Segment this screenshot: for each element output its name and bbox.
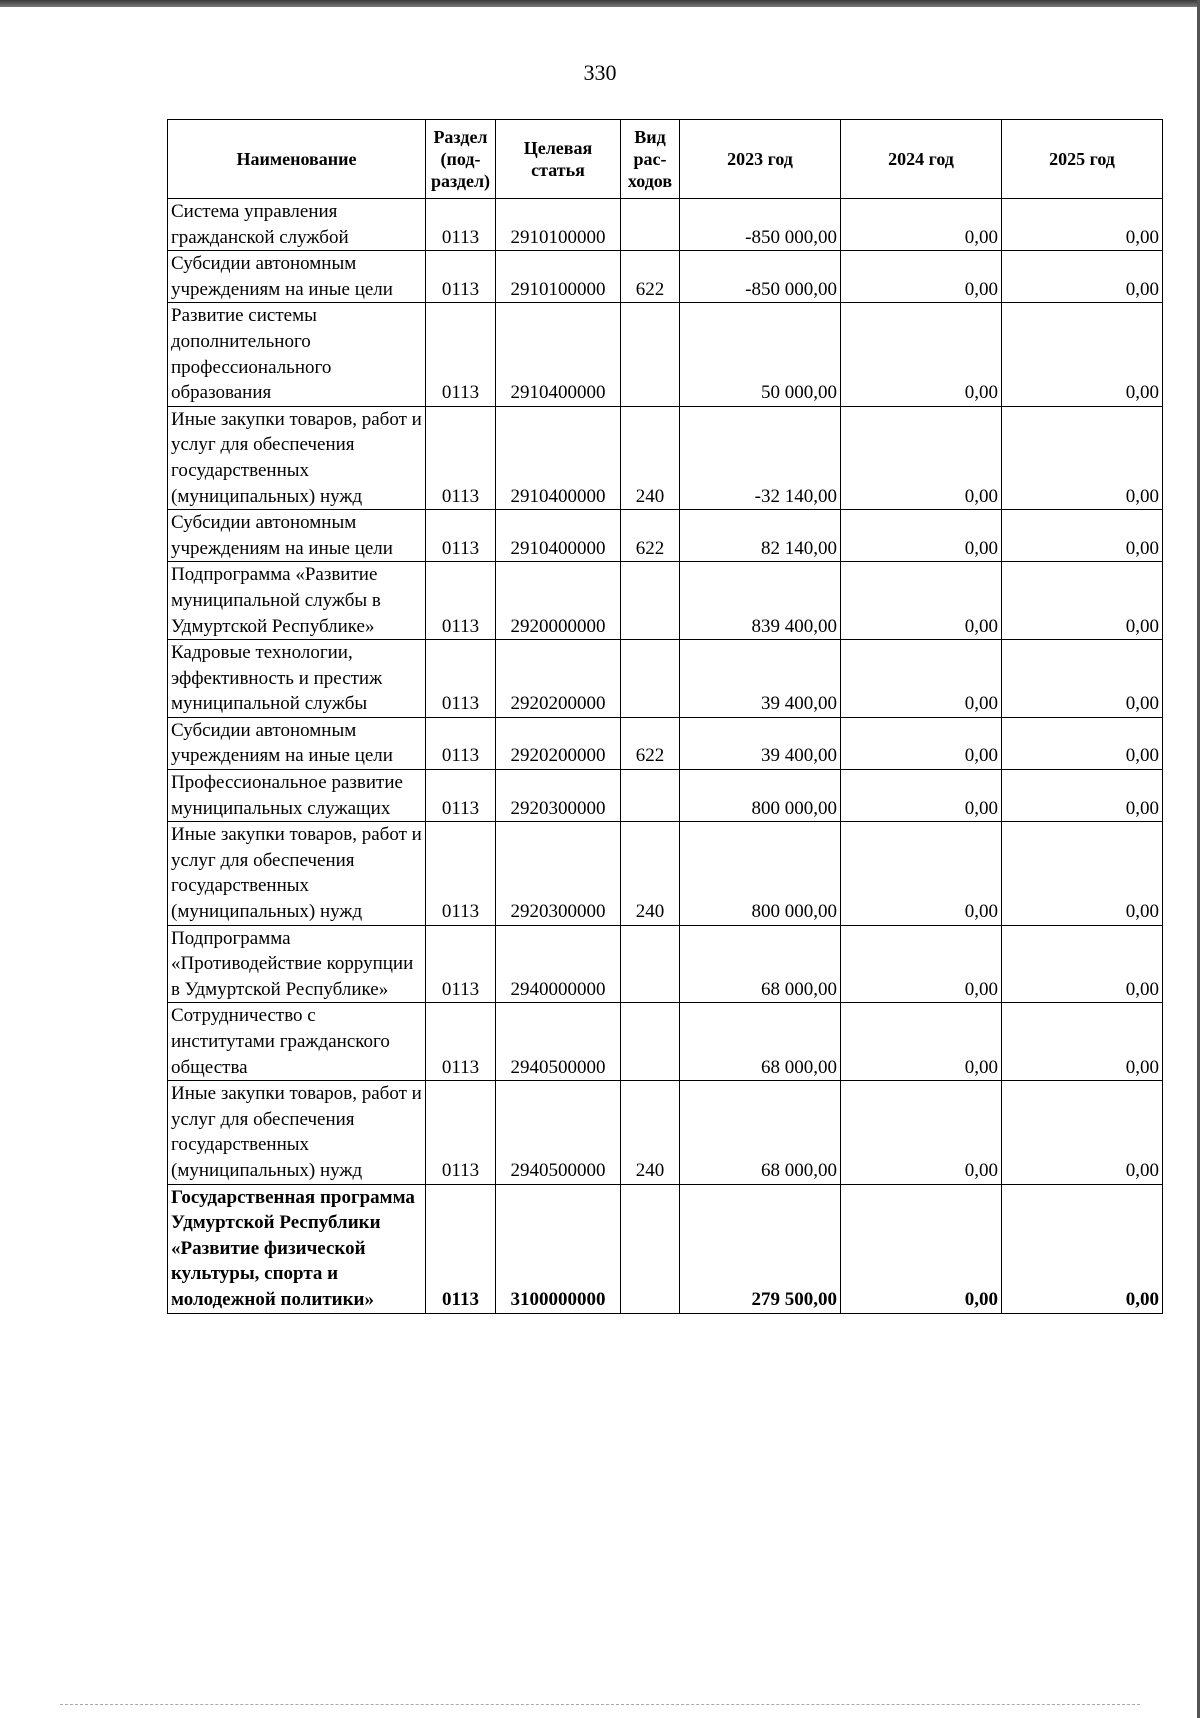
cell-2023: -850 000,00: [680, 251, 841, 303]
cell-2024: 0,00: [841, 640, 1002, 718]
cell-name: Профессиональное развитие муниципальных служащих: [168, 770, 426, 822]
table-row: [168, 717, 1163, 769]
cell-section: 0113: [426, 562, 496, 640]
cell-2024: 0,00: [841, 925, 1002, 1003]
cell-2023: 68 000,00: [680, 1003, 841, 1081]
cell-2024: 0,00: [841, 562, 1002, 640]
cell-2023: 68 000,00: [680, 925, 841, 1003]
table-row: [168, 822, 1163, 925]
table-header-row: [168, 120, 1163, 199]
cell-2024: 0,00: [841, 406, 1002, 509]
cell-2023: 800 000,00: [680, 770, 841, 822]
cell-2024: 0,00: [841, 251, 1002, 303]
cell-kind: [621, 199, 680, 251]
cell-2025: 0,00: [1002, 406, 1163, 509]
cell-section: 0113: [426, 822, 496, 925]
cell-kind: [621, 640, 680, 718]
cell-2023: -850 000,00: [680, 199, 841, 251]
header-name: Наименование: [168, 120, 426, 199]
cell-kind: [621, 303, 680, 406]
cell-section: 0113: [426, 1003, 496, 1081]
cell-name: Иные закупки товаров, работ и услуг для обеспечения государственных (муниципальных) нужд: [168, 406, 426, 509]
table-row: [168, 640, 1163, 718]
cell-name: Субсидии автономным учреждениям на иные цели: [168, 510, 426, 562]
cell-2023: -32 140,00: [680, 406, 841, 509]
cell-2024: 0,00: [841, 303, 1002, 406]
cell-section: 0113: [426, 510, 496, 562]
cell-name: Сотрудничество с институтами гражданского общества: [168, 1003, 426, 1081]
cell-target: 2920300000: [496, 770, 621, 822]
cell-2025: 0,00: [1002, 510, 1163, 562]
table-row: [168, 303, 1163, 406]
cell-target: 2910400000: [496, 303, 621, 406]
table-row: [168, 770, 1163, 822]
cell-name: Развитие системы дополнительного профессионального образования: [168, 303, 426, 406]
cell-section: 0113: [426, 303, 496, 406]
header-section: Раздел (под-раздел): [426, 120, 496, 199]
cell-target: 2910100000: [496, 251, 621, 303]
cell-section: 0113: [426, 199, 496, 251]
cell-target: 3100000000: [496, 1184, 621, 1313]
cell-name: Субсидии автономным учреждениям на иные цели: [168, 717, 426, 769]
cell-2025: 0,00: [1002, 1003, 1163, 1081]
cell-2025: 0,00: [1002, 1184, 1163, 1313]
cell-kind: 240: [621, 1081, 680, 1184]
budget-table: [167, 119, 1163, 1314]
cell-kind: 622: [621, 510, 680, 562]
cell-target: 2940000000: [496, 925, 621, 1003]
cell-2025: 0,00: [1002, 303, 1163, 406]
cell-kind: [621, 770, 680, 822]
table-row: [168, 406, 1163, 509]
cell-target: 2910100000: [496, 199, 621, 251]
cell-2024: 0,00: [841, 1184, 1002, 1313]
cell-target: 2920300000: [496, 822, 621, 925]
cell-2023: 39 400,00: [680, 717, 841, 769]
cell-2024: 0,00: [841, 1003, 1002, 1081]
cell-2023: 800 000,00: [680, 822, 841, 925]
cell-section: 0113: [426, 406, 496, 509]
scan-footer-line: [60, 1704, 1140, 1705]
cell-2025: 0,00: [1002, 251, 1163, 303]
header-2025: 2025 год: [1002, 120, 1163, 199]
cell-2023: 68 000,00: [680, 1081, 841, 1184]
cell-section: 0113: [426, 770, 496, 822]
cell-name: Иные закупки товаров, работ и услуг для обеспечения государственных (муниципальных) нужд: [168, 822, 426, 925]
cell-kind: [621, 562, 680, 640]
cell-kind: [621, 1003, 680, 1081]
cell-kind: 622: [621, 717, 680, 769]
cell-name: Кадровые технологии, эффективность и престиж муниципальной службы: [168, 640, 426, 718]
cell-name: Подпрограмма «Противодействие коррупции в Удмуртской Республике»: [168, 925, 426, 1003]
cell-target: 2920000000: [496, 562, 621, 640]
cell-name: Иные закупки товаров, работ и услуг для обеспечения государственных (муниципальных) нужд: [168, 1081, 426, 1184]
header-2024: 2024 год: [841, 120, 1002, 199]
cell-2025: 0,00: [1002, 925, 1163, 1003]
table-body: [168, 199, 1163, 1314]
table-row: [168, 251, 1163, 303]
cell-name: Система управления гражданской службой: [168, 199, 426, 251]
cell-2024: 0,00: [841, 199, 1002, 251]
cell-section: 0113: [426, 717, 496, 769]
scan-edge-top: [0, 0, 1200, 7]
cell-target: 2910400000: [496, 406, 621, 509]
cell-target: 2940500000: [496, 1081, 621, 1184]
cell-kind: 240: [621, 406, 680, 509]
header-kind: Вид рас-ходов: [621, 120, 680, 199]
table-row: [168, 199, 1163, 251]
header-2023: 2023 год: [680, 120, 841, 199]
header-target: Целевая статья: [496, 120, 621, 199]
cell-kind: 240: [621, 822, 680, 925]
cell-target: 2920200000: [496, 717, 621, 769]
table-row: [168, 1003, 1163, 1081]
page-number: 330: [583, 60, 617, 85]
cell-2023: 279 500,00: [680, 1184, 841, 1313]
cell-name: Государственная программа Удмуртской Республики «Развитие физической культуры, спорта и молодежной политики»: [168, 1184, 426, 1313]
cell-2025: 0,00: [1002, 717, 1163, 769]
cell-2025: 0,00: [1002, 822, 1163, 925]
cell-section: 0113: [426, 925, 496, 1003]
cell-2023: 82 140,00: [680, 510, 841, 562]
table-row: [168, 925, 1163, 1003]
cell-2025: 0,00: [1002, 1081, 1163, 1184]
table-row: [168, 1081, 1163, 1184]
cell-2025: 0,00: [1002, 199, 1163, 251]
cell-target: 2910400000: [496, 510, 621, 562]
cell-2024: 0,00: [841, 717, 1002, 769]
cell-2023: 50 000,00: [680, 303, 841, 406]
table-row: [168, 1184, 1163, 1313]
cell-kind: [621, 1184, 680, 1313]
cell-section: 0113: [426, 1184, 496, 1313]
cell-2023: 839 400,00: [680, 562, 841, 640]
cell-section: 0113: [426, 640, 496, 718]
cell-2024: 0,00: [841, 822, 1002, 925]
table-row: [168, 562, 1163, 640]
cell-2024: 0,00: [841, 1081, 1002, 1184]
cell-name: Подпрограмма «Развитие муниципальной службы в Удмуртской Республике»: [168, 562, 426, 640]
cell-kind: [621, 925, 680, 1003]
cell-2024: 0,00: [841, 770, 1002, 822]
cell-target: 2920200000: [496, 640, 621, 718]
table-row: [168, 510, 1163, 562]
cell-2025: 0,00: [1002, 562, 1163, 640]
cell-target: 2940500000: [496, 1003, 621, 1081]
cell-2023: 39 400,00: [680, 640, 841, 718]
cell-section: 0113: [426, 251, 496, 303]
cell-name: Субсидии автономным учреждениям на иные цели: [168, 251, 426, 303]
cell-2025: 0,00: [1002, 770, 1163, 822]
cell-kind: 622: [621, 251, 680, 303]
cell-2025: 0,00: [1002, 640, 1163, 718]
cell-section: 0113: [426, 1081, 496, 1184]
cell-2024: 0,00: [841, 510, 1002, 562]
